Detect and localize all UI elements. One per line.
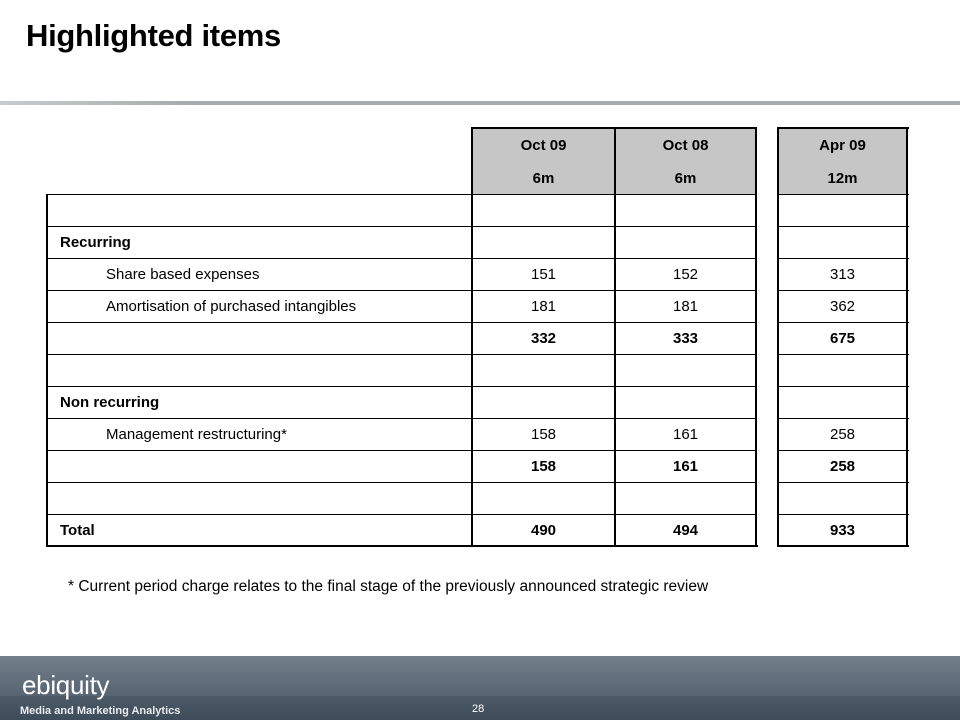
table-row-divider: [46, 482, 757, 483]
table-row-divider: [46, 418, 757, 419]
table-row-label: [60, 194, 466, 226]
table-row-label: [60, 322, 466, 354]
column-header-period: Oct 08: [662, 137, 709, 154]
table-cell-value: [615, 386, 756, 418]
table-cell-value: [615, 194, 756, 226]
table-cell-value: 161: [672, 457, 699, 475]
table-border-col3: [755, 128, 757, 547]
annual-row-divider: [777, 258, 909, 259]
column-header-period: Oct 09: [520, 137, 567, 154]
table-cell-value: 258: [829, 425, 856, 443]
table-cell-value: 313: [829, 265, 856, 283]
table-cell-value: [778, 354, 907, 386]
table-cell-value: 933: [829, 521, 856, 539]
page-number: 28: [472, 703, 485, 715]
table-cell-value: 490: [530, 521, 557, 539]
annual-row-divider: [777, 450, 909, 451]
annual-border-left: [777, 128, 779, 547]
table-border-left: [46, 194, 48, 546]
table-cell-value: 333: [672, 329, 699, 347]
annual-border-header: [777, 194, 909, 195]
table-row-divider: [46, 322, 757, 323]
table-row-label: [60, 450, 466, 482]
table-cell-value: [472, 226, 615, 258]
column-header-duration: 6m: [532, 170, 555, 187]
annual-row-divider: [777, 418, 909, 419]
table-cell-value: 181: [672, 297, 699, 315]
table-cell-value: [472, 194, 615, 226]
table-cell-value: [472, 386, 615, 418]
header-border-top: [471, 127, 757, 129]
table-cell-value: 181: [530, 297, 557, 315]
table-row-divider: [46, 450, 757, 451]
table-cell-value: [778, 226, 907, 258]
annual-row-divider: [777, 514, 909, 515]
table-cell-value: 258: [829, 457, 856, 475]
table-row-label: Recurring: [60, 233, 131, 251]
table-row-divider: [46, 354, 757, 355]
column-header-duration: 12m: [827, 170, 858, 187]
table-cell-value: 362: [829, 297, 856, 315]
annual-row-divider: [777, 354, 909, 355]
table-cell-value: [472, 354, 615, 386]
annual-row-divider: [777, 322, 909, 323]
table-row-label: [60, 354, 466, 386]
ebiquity-logo: ebiquity: [22, 670, 110, 700]
table-row-divider: [46, 258, 757, 259]
table-cell-value: 332: [530, 329, 557, 347]
table-row-label: Share based expenses: [106, 265, 260, 283]
footnote: * Current period charge relates to the final stage of the previously announced strategic review: [68, 578, 709, 595]
table-row-label: Total: [60, 521, 95, 539]
table-row-divider: [46, 290, 757, 291]
table-row-label: Management restructuring*: [106, 425, 287, 443]
table-row-divider: [46, 386, 757, 387]
table-cell-value: 494: [672, 521, 699, 539]
annual-row-divider: [777, 482, 909, 483]
annual-border-bottom: [777, 545, 909, 547]
table-cell-value: [778, 194, 907, 226]
table-cell-value: 151: [530, 265, 557, 283]
annual-row-divider: [777, 290, 909, 291]
page-title: Highlighted items: [26, 18, 281, 53]
table-cell-value: 158: [530, 425, 557, 443]
annual-border-top: [777, 127, 909, 129]
table-cell-value: [778, 482, 907, 514]
annual-border-right: [906, 128, 908, 547]
annual-row-divider: [777, 226, 909, 227]
table-cell-value: 161: [672, 425, 699, 443]
table-cell-value: 152: [672, 265, 699, 283]
table-cell-value: 675: [829, 329, 856, 347]
company-tagline: Media and Marketing Analytics: [20, 705, 181, 717]
table-cell-value: [615, 482, 756, 514]
table-cell-value: [472, 482, 615, 514]
table-border-col1: [471, 128, 473, 546]
table-row-label: [60, 482, 466, 514]
column-header-duration: 6m: [674, 170, 697, 187]
table-cell-value: [778, 386, 907, 418]
column-header-period: Apr 09: [819, 137, 866, 154]
table-row-label: Amortisation of purchased intangibles: [106, 297, 357, 315]
table-border-top: [46, 194, 757, 195]
table-cell-value: [615, 354, 756, 386]
table-row-label: Non recurring: [60, 393, 160, 411]
table-cell-value: 158: [530, 457, 557, 475]
table-border-col2: [614, 128, 616, 546]
table-border-bottom: [46, 545, 758, 547]
table-row-divider: [46, 226, 757, 227]
annual-row-divider: [777, 386, 909, 387]
table-cell-value: [615, 226, 756, 258]
table-row-divider: [46, 514, 757, 515]
